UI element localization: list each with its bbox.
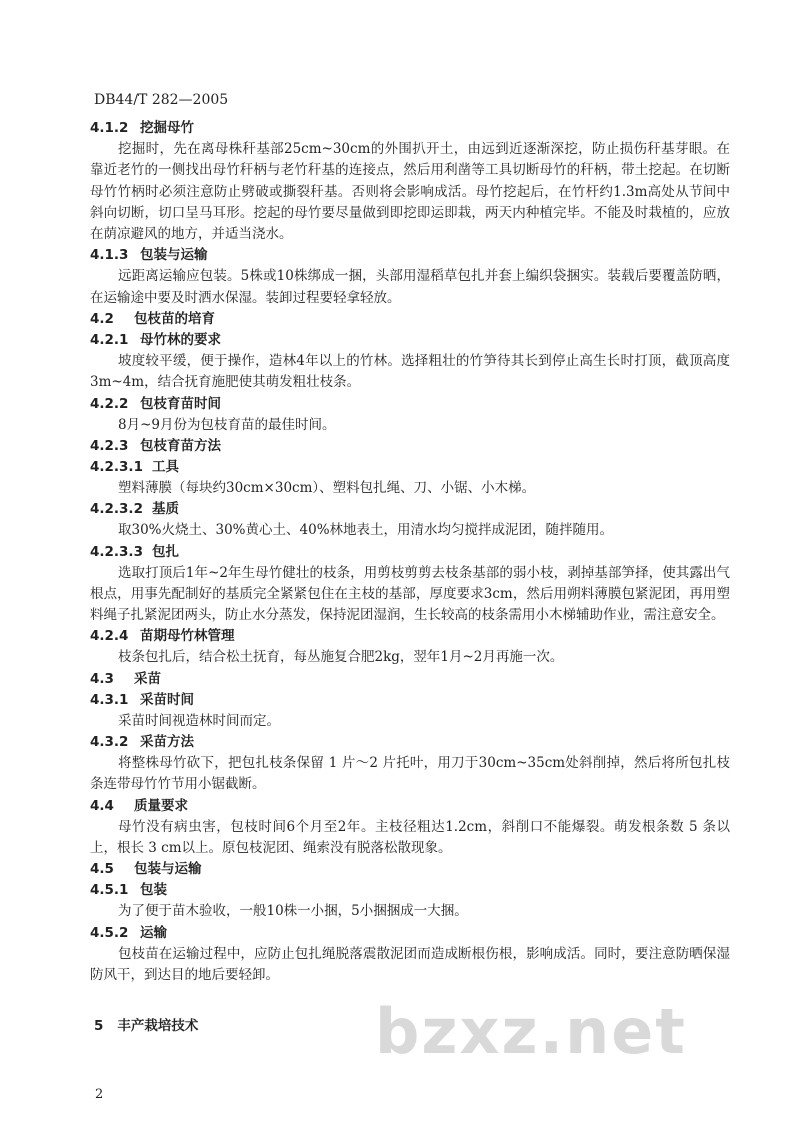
paragraph: 母竹没有病虫害，包枝时间6个月至2年。主枝径粗达1.2cm，斜削口不能爆裂。萌发根条数 5 条以上，根长 3 cm以上。原包枝泥团、绳索没有脱落松散现象。	[90, 818, 730, 856]
section-heading	[90, 457, 730, 478]
section-title: 采苗	[134, 670, 161, 687]
paragraph: 远距离运输应包装。5株或10株绑成一捆，头部用湿稻草包扎并套上编织袋捆实。装载后要覆盖防晒，在运输途中要及时洒水保湿。装卸过程要轻拿轻放。	[90, 268, 730, 306]
section-title: 母竹林的要求	[140, 332, 221, 349]
paragraph: 8月~9月份为包枝育苗的最佳时间。	[118, 416, 336, 433]
paragraph: 挖掘时，先在离母株秆基部25cm~30cm的外围扒开土，由远到近逐渐深挖，防止损伤秆基芽眼。在靠近老竹的一侧找出母竹秆柄与老竹秆基的连接点，然后用利凿等工具切断母竹的秆柄，带土挖起。在切断母竹竹柄时必须注意防止劈破或撕裂秆基。否则将会影响成活。母竹挖起后，在竹杆约1.3m高处从节间中斜向切断，切口呈马耳形。挖起的母竹要尽量做到即挖即运即栽，两天内种植完毕。不能及时栽植的，应放在荫凉避风的地方，并适当浇水。	[90, 141, 730, 243]
section-number: 4.2.3.1	[90, 458, 143, 475]
section-number: 4.3.1	[90, 691, 129, 708]
section-title: 包枝育苗时间	[140, 395, 221, 412]
section-number: 4.2.3.2	[90, 501, 143, 518]
section-number: 4.2.2	[90, 395, 129, 412]
section-title: 包装与运输	[140, 247, 208, 264]
paragraph: 将整株母竹砍下，把包扎枝条保留 1 片～2 片托叶，用刀于30cm~35cm处斜削掉，然后将所包扎枝条连带母竹竹节用小锯截断。	[90, 755, 730, 793]
section-number: 4.2.3.3	[90, 543, 143, 560]
section-number: 4.1.2	[90, 120, 129, 136]
section-title: 运输	[140, 924, 167, 941]
section-number: 4.5.2	[90, 924, 129, 941]
section-number: 4.2	[90, 311, 114, 328]
section-number: 4.3	[90, 670, 114, 687]
section-title: 苗期母竹林管理	[140, 628, 235, 645]
section-number: 4.1.3	[90, 247, 129, 264]
section-heading	[90, 309, 730, 330]
paragraph: 为了便于苗木验收，一般10株一小捆，5小捆捆成一大捆。	[118, 903, 468, 920]
section-heading-5	[94, 1014, 198, 1034]
section-heading	[90, 880, 730, 901]
section-title: 质量要求	[134, 797, 188, 814]
section-heading	[90, 542, 730, 563]
section-heading	[90, 626, 730, 647]
section-heading	[90, 118, 730, 139]
section-number: 4.2.3	[90, 437, 129, 454]
section-title: 工具	[152, 458, 179, 475]
section-number: 4.4	[90, 797, 114, 814]
document-code: DB44/T 282—2005	[94, 92, 229, 108]
section-number: 4.2.1	[90, 332, 129, 349]
section-number: 4.5.1	[90, 882, 129, 899]
section-heading	[90, 436, 730, 457]
section-heading	[90, 669, 730, 690]
section-title: 采苗时间	[140, 691, 194, 708]
section-heading	[90, 923, 730, 944]
paragraph: 包枝苗在运输过程中，应防止包扎绳脱落震散泥团而造成断根伤根，影响成活。同时，要注意防晒保湿防风干，到达目的地后要轻卸。	[90, 945, 730, 983]
section-title: 基质	[152, 501, 179, 518]
section-title: 包装	[140, 882, 167, 899]
page-number: 2	[95, 1087, 104, 1102]
section-heading	[90, 796, 730, 817]
section-title: 采苗方法	[140, 734, 194, 751]
watermark: bzxz.net	[375, 995, 687, 1068]
section-heading	[90, 499, 730, 520]
section-title: 包枝苗的培育	[134, 311, 215, 328]
section-title: 丰产栽培技术	[117, 1018, 199, 1034]
paragraph: 选取打顶后1年~2年生母竹健壮的枝条，用剪枝剪剪去枝条基部的弱小枝，剥掉基部笋择，使其露出气根点，用事先配制好的基质完全紧紧包住在主枝的基部，厚度要求3cm，然后用朔料薄膜包紧泥团，再用塑料绳子扎紧泥团两头，防止水分蒸发，保持泥团湿润，生长较高的枝条需用小木梯辅助作业，需注意安全。	[90, 564, 730, 624]
section-title: 挖掘母竹	[140, 120, 194, 136]
section-title: 包扎	[152, 543, 179, 560]
section-title: 包装与运输	[134, 861, 202, 878]
section-number: 4.3.2	[90, 734, 129, 751]
section-number: 5	[94, 1018, 104, 1034]
document-body	[90, 118, 730, 986]
paragraph: 塑料薄膜（每块约30cm×30cm）、塑料包扎绳、刀、小锯、小木梯。	[118, 479, 536, 496]
section-number: 4.5	[90, 861, 114, 878]
paragraph: 取30%火烧土、30%黄心土、40%林地表土，用清水均匀搅拌成泥团，随拌随用。	[118, 522, 614, 539]
section-heading	[90, 245, 730, 266]
section-heading	[90, 859, 730, 880]
section-heading	[90, 732, 730, 753]
section-number: 4.2.4	[90, 628, 129, 645]
section-heading	[90, 690, 730, 711]
paragraph: 坡度较平缓，便于操作，造林4年以上的竹林。选择粗壮的竹笋待其长到停止高生长时打顶，截顶高度3m~4m，结合抚育施肥使其萌发粗壮枝条。	[90, 353, 730, 391]
section-heading	[90, 394, 730, 415]
section-title: 包枝育苗方法	[140, 437, 221, 454]
paragraph: 枝条包扎后，结合松土抚育，每丛施复合肥2kg，翌年1月~2月再施一次。	[118, 649, 564, 666]
paragraph: 采苗时间视造林时间而定。	[118, 712, 280, 729]
section-heading	[90, 330, 730, 351]
